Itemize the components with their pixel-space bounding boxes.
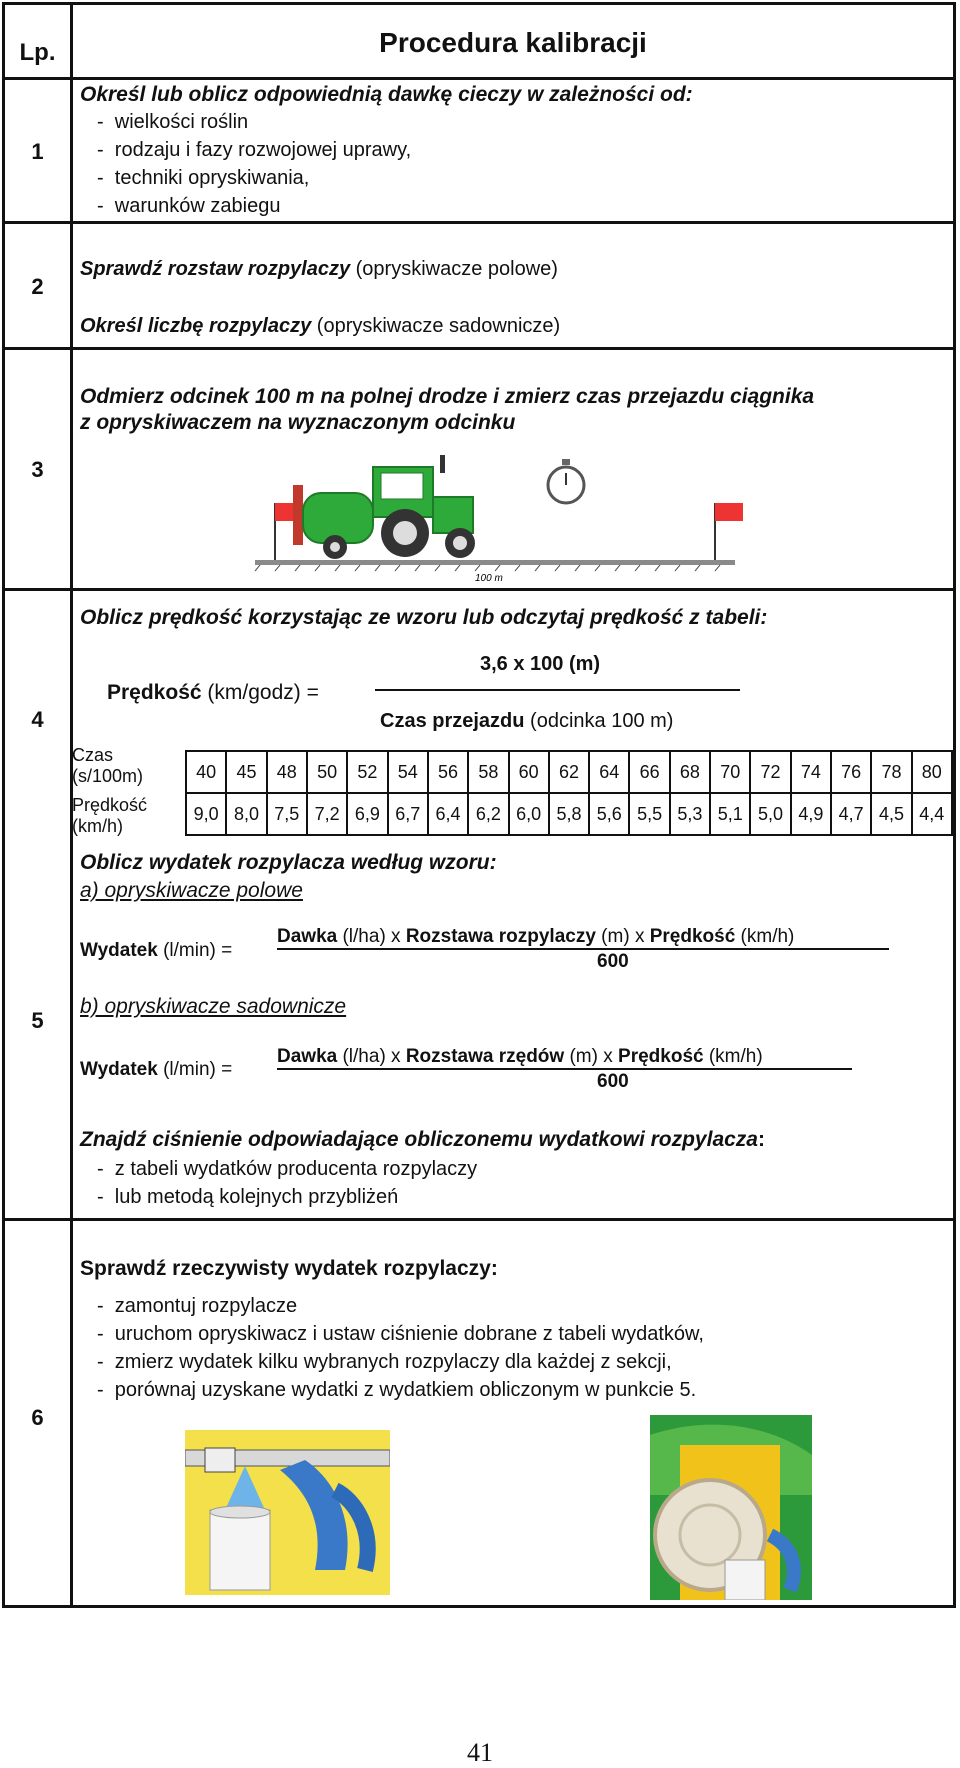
speed-cell: 4,4 xyxy=(912,793,952,835)
row-number-5: 5 xyxy=(31,1008,44,1033)
speed-cell: 6,0 xyxy=(509,793,549,835)
row-number-3: 3 xyxy=(31,457,44,482)
speed-cell: 5,0 xyxy=(750,793,790,835)
row5-heading: Oblicz wydatek rozpylacza według wzoru: xyxy=(80,851,497,874)
list-item: - z tabeli wydatków producenta rozpylaczy xyxy=(97,1158,478,1180)
row-divider xyxy=(5,347,953,350)
pressure-heading: Znajdź ciśnienie odpowiadające obliczonemu wydatkowi rozpylacza: xyxy=(80,1128,765,1151)
lp-header: Lp. xyxy=(19,39,56,66)
speed-cell: 5,6 xyxy=(589,793,629,835)
row-number-2: 2 xyxy=(31,274,44,299)
distance-label: 100 m xyxy=(475,573,503,584)
row-divider xyxy=(5,588,953,591)
time-cell: 64 xyxy=(589,751,629,793)
row1-list xyxy=(97,108,411,220)
row3-line2: z opryskiwaczem na wyznaczonym odcinku xyxy=(80,411,516,434)
row-divider xyxy=(5,77,953,80)
row6-list xyxy=(97,1292,704,1404)
flag-icon xyxy=(715,503,743,560)
output-formula-b-numerator: Dawka (l/ha) x Rozstawa rzędów (m) x Prędkość (km/h) xyxy=(277,1046,763,1067)
time-cell: 72 xyxy=(750,751,790,793)
row-divider xyxy=(5,1218,953,1221)
speed-row xyxy=(186,793,952,835)
row-divider xyxy=(5,221,953,224)
time-cell: 48 xyxy=(267,751,307,793)
speed-cell: 6,4 xyxy=(428,793,468,835)
time-cell: 56 xyxy=(428,751,468,793)
output-formula-b-lhs: Wydatek (l/min) = xyxy=(80,1059,233,1080)
time-cell: 60 xyxy=(509,751,549,793)
speed-cell: 5,1 xyxy=(710,793,750,835)
row2-line1: Sprawdź rozstaw rozpylaczy (opryskiwacze polowe) xyxy=(80,258,558,280)
pressure-list xyxy=(97,1155,477,1211)
row-number-4: 4 xyxy=(31,707,44,732)
speed-cell: 9,0 xyxy=(186,793,226,835)
time-cell: 68 xyxy=(670,751,710,793)
time-cell: 50 xyxy=(307,751,347,793)
road-icon xyxy=(255,560,735,565)
speed-cell: 8,0 xyxy=(226,793,266,835)
output-formula-a-denominator: 600 xyxy=(597,951,629,972)
time-cell: 78 xyxy=(871,751,911,793)
page-number: 41 xyxy=(467,1738,493,1767)
time-cell: 70 xyxy=(710,751,750,793)
time-cell: 74 xyxy=(791,751,831,793)
speed-cell: 6,9 xyxy=(347,793,387,835)
row6-heading: Sprawdź rzeczywisty wydatek rozpylaczy: xyxy=(80,1257,498,1280)
speed-cell: 4,9 xyxy=(791,793,831,835)
list-item: - lub metodą kolejnych przybliżeń xyxy=(97,1186,399,1208)
speed-cell: 5,5 xyxy=(629,793,669,835)
speed-cell: 7,5 xyxy=(267,793,307,835)
time-cell: 45 xyxy=(226,751,266,793)
time-row xyxy=(186,751,952,793)
row5-sub-a: a) opryskiwacze polowe xyxy=(80,879,303,902)
ground-hatch xyxy=(255,565,720,571)
list-item: - wielkości roślin xyxy=(97,111,249,133)
speed-table xyxy=(185,750,953,836)
list-item: - uruchom opryskiwacz i ustaw ciśnienie dobrane z tabeli wydatków, xyxy=(97,1323,704,1345)
list-item: - zamontuj rozpylacze xyxy=(97,1295,298,1317)
list-item: - techniki opryskiwania, xyxy=(97,167,310,189)
row-number-6: 6 xyxy=(31,1405,44,1430)
list-item: - porównaj uzyskane wydatki z wydatkiem obliczonym w punkcie 5. xyxy=(97,1379,697,1401)
row1-heading: Określ lub oblicz odpowiednią dawkę cieczy w zależności od: xyxy=(80,83,693,106)
time-cell: 62 xyxy=(549,751,589,793)
row2-line2: Określ liczbę rozpylaczy (opryskiwacze sadownicze) xyxy=(80,315,561,337)
row-number-1: 1 xyxy=(31,139,44,164)
speed-cell: 6,7 xyxy=(388,793,428,835)
tractor-icon xyxy=(293,455,475,559)
speed-cell: 4,5 xyxy=(871,793,911,835)
speed-formula-lhs: Prędkość (km/godz) = xyxy=(107,681,319,704)
speed-numerator: 3,6 x 100 (m) xyxy=(480,653,601,675)
speed-cell: 4,7 xyxy=(831,793,871,835)
fraction-line xyxy=(277,1068,852,1070)
row5-sub-b: b) opryskiwacze sadownicze xyxy=(80,995,347,1018)
fraction-line xyxy=(375,689,740,691)
fraction-line xyxy=(277,948,889,950)
output-formula-b-denominator: 600 xyxy=(597,1071,629,1092)
output-formula-a-numerator: Dawka (l/ha) x Rozstawa rozpylaczy (m) x Prędkość (km/h) xyxy=(277,926,795,947)
speed-row-label: Prędkość (km/h) xyxy=(72,795,148,836)
output-formula-a-lhs: Wydatek (l/min) = xyxy=(80,940,233,961)
time-cell: 52 xyxy=(347,751,387,793)
list-item: - zmierz wydatek kilku wybranych rozpylaczy dla każdej z sekcji, xyxy=(97,1351,672,1373)
time-cell: 80 xyxy=(912,751,952,793)
tractor-illustration xyxy=(235,455,755,585)
row3-line1: Odmierz odcinek 100 m na polnej drodze i zmierz czas przejazdu ciągnika xyxy=(80,385,815,408)
speed-cell: 7,2 xyxy=(307,793,347,835)
speed-denominator: Czas przejazdu (odcinka 100 m) xyxy=(380,710,674,732)
list-item: - rodzaju i fazy rozwojowej uprawy, xyxy=(97,139,412,161)
speed-cell: 6,2 xyxy=(468,793,508,835)
page-title: Procedura kalibracji xyxy=(379,27,647,58)
time-cell: 58 xyxy=(468,751,508,793)
time-cell: 54 xyxy=(388,751,428,793)
list-item: - warunków zabiegu xyxy=(97,195,281,217)
speed-cell: 5,8 xyxy=(549,793,589,835)
time-cell: 76 xyxy=(831,751,871,793)
orchard-sprayer-photo xyxy=(650,1415,812,1600)
speed-cell: 5,3 xyxy=(670,793,710,835)
time-cell: 40 xyxy=(186,751,226,793)
time-row-label: Czas (s/100m) xyxy=(72,745,144,786)
row4-heading: Oblicz prędkość korzystając ze wzoru lub odczytaj prędkość z tabeli: xyxy=(80,606,768,629)
calibration-table xyxy=(2,2,956,1608)
stopwatch-icon xyxy=(548,459,584,503)
time-cell: 66 xyxy=(629,751,669,793)
field-sprayer-photo xyxy=(185,1430,390,1595)
